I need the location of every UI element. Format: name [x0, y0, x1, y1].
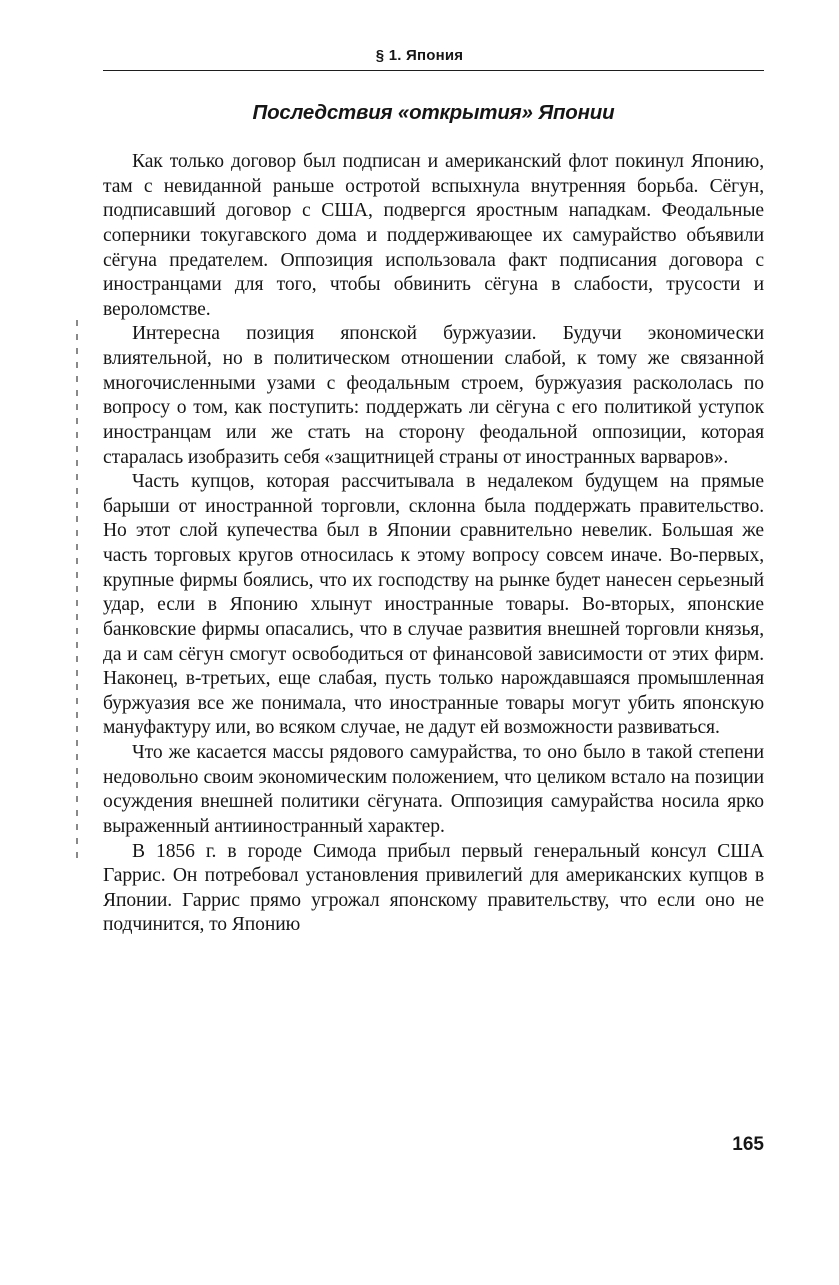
body-text — [103, 150, 764, 938]
paragraph: Как только договор был подписан и американский флот покинул Японию, там с невиданной раньше остротой вспыхнула внутренняя борьба. Сёгун, подписавший договор с США, подвергся яростным нападкам. Феодальные соперники токугавского дома и поддерживающее их самурайство объявили сёгуна предателем. Оппозиция использовала факт подписания договора с иностранцами для того, чтобы обвинить сёгуна в слабости, трусости и вероломстве. — [103, 151, 764, 320]
page-number: 165 — [732, 1134, 764, 1155]
section-title: Последствия «открытия» Японии — [252, 101, 615, 124]
header-rule — [103, 70, 764, 71]
paragraph: Что же касается массы рядового самурайства, то оно было в такой степени недовольно своим экономическим положением, что целиком встало на позиции осуждения внешней политики сёгуната. Оппозиция самурайства носила ярко выраженный антииностранный характер. — [103, 742, 764, 837]
running-head: § 1. Япония — [375, 47, 464, 64]
paragraph: В 1856 г. в городе Симода прибыл первый генеральный консул США Гаррис. Он потребовал установления привилегий для американских купцов в Японии. Гаррис прямо угрожал японскому правительству, что если оно не подчинится, то Японию — [103, 840, 764, 936]
binding-mark — [76, 320, 78, 860]
paragraph: Часть купцов, которая рассчитывала в недалеком будущем на прямые барыши от иностранной торговли, склонна была поддержать правительство. Но этот слой купечества был в Японии сравнительно невелик. Большая же часть торговых кругов относилась к этому вопросу совсем иначе. Во-первых, крупные фирмы боялись, что их господству на рынке будет нанесен серьезный удар, если в Японию хлынут иностранные товары. Во-вторых, японские банковские фирмы опасались, что в случае развития внешней торговли князья, да и сам сёгун смогут освободиться от финансовой зависимости от этих фирм. Наконец, в-третьих, еще слабая, пусть только нарождавшаяся промышленная буржуазия все же понимала, что иностранные товары могут убить японскую мануфактуру или, во всяком случае, не дадут ей возможности развиваться. — [103, 471, 764, 739]
paragraph: Интересна позиция японской буржуазии. Будучи экономически влиятельной, но в политическом отношении слабой, к тому же связанной многочисленными узами с феодальным строем, буржуазия раскололась по вопросу о том, как поступить: поддержать ли сёгуна с его политикой уступок иностранцам или же стать на сторону феодальной оппозиции, которая старалась изобразить себя «защитницей страны от иностранных варваров». — [103, 323, 764, 468]
